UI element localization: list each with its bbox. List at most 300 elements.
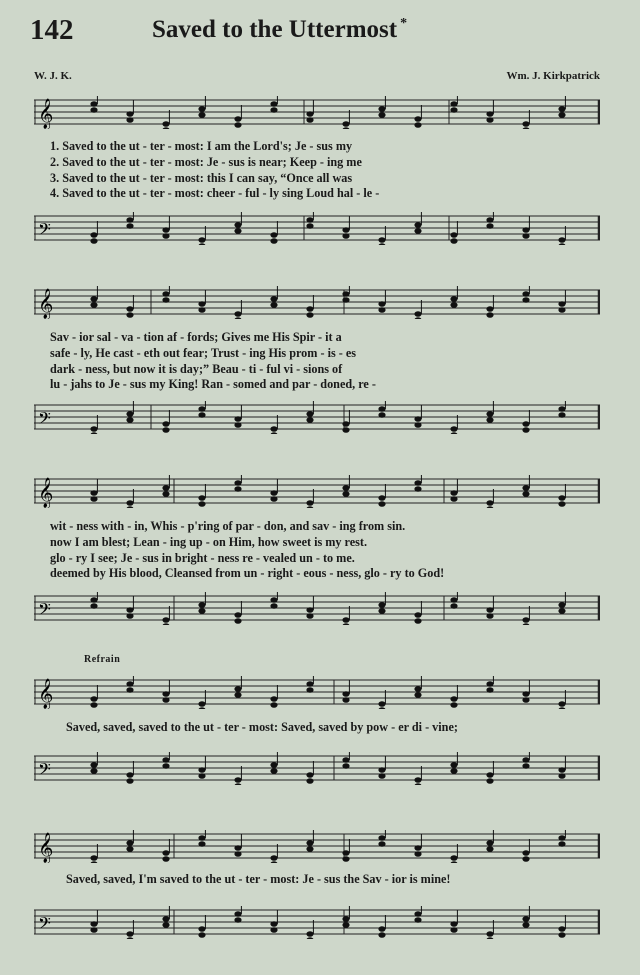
note-head [90, 762, 97, 768]
note-head [198, 307, 205, 313]
note-head [234, 692, 241, 698]
note-head [270, 597, 277, 603]
note-head [414, 783, 421, 785]
note-head [522, 491, 529, 497]
lyric-line: safe - ly, He cast - eth out fear; Trust - ing His prom - is - es [50, 345, 357, 360]
note-head [522, 121, 529, 127]
note-head [450, 101, 457, 107]
lyric-line: deemed by His blood, Cleansed from un - right - eous - ness, glo - ry to God! [50, 566, 445, 581]
note-head [378, 926, 385, 932]
note-head [126, 312, 133, 318]
note-head [234, 122, 241, 128]
note-head [162, 916, 169, 922]
note-head [342, 491, 349, 497]
note-head [198, 841, 205, 847]
note-head [90, 232, 97, 238]
note-head [414, 911, 421, 917]
lyric-line: 2. Saved to the ut - ter - most: Je - sus is near; Keep - ing me [50, 154, 362, 169]
lyric-line: 1. Saved to the ut - ter - most: I am the Lord's; Je - sus my [50, 139, 353, 153]
lyrics-system-3 [50, 519, 600, 582]
note-head [342, 856, 349, 862]
note-head [306, 840, 313, 846]
note-head [162, 427, 169, 433]
note-head [342, 233, 349, 239]
note-head [342, 850, 349, 856]
note-head [450, 597, 457, 603]
lyrics-system-1 [50, 139, 600, 202]
note-head [486, 931, 493, 937]
note-head [234, 416, 241, 422]
lyric-line: Sav - ior sal - va - tion af - fords; Gives me His Spir - it a [50, 330, 342, 344]
note-head [270, 921, 277, 927]
note-head [558, 501, 565, 507]
note-head [486, 500, 493, 506]
treble-staff [34, 475, 600, 508]
note-head [558, 701, 565, 707]
bass-staff [34, 401, 600, 434]
note-head [522, 850, 529, 856]
note-head [198, 926, 205, 932]
note-head [342, 291, 349, 297]
note-head [558, 608, 565, 614]
bass-staff [34, 592, 600, 625]
treble-staff [34, 676, 600, 709]
note-head [270, 426, 277, 432]
note-head [522, 757, 529, 763]
note-head [198, 495, 205, 501]
note-head [522, 291, 529, 297]
note-head [126, 506, 133, 508]
note-head [126, 840, 133, 846]
note-head [234, 686, 241, 692]
note-head [270, 296, 277, 302]
treble-clef-icon: 𝄞 [38, 833, 54, 863]
note-head [162, 850, 169, 856]
note-head [90, 855, 97, 861]
bass-clef-icon: 𝄢 [38, 219, 51, 243]
note-head [306, 500, 313, 506]
treble-clef-icon: 𝄞 [38, 478, 54, 508]
note-head [306, 312, 313, 318]
note-head [450, 768, 457, 774]
note-head [522, 922, 529, 928]
note-head [342, 691, 349, 697]
note-head [126, 937, 133, 939]
note-head [270, 762, 277, 768]
note-head [234, 777, 241, 783]
note-head [414, 311, 421, 317]
note-head [486, 778, 493, 784]
note-head [450, 603, 457, 609]
note-head [126, 772, 133, 778]
note-head [486, 117, 493, 123]
note-head [306, 846, 313, 852]
note-head [450, 861, 457, 863]
note-head [90, 426, 97, 432]
note-head [558, 841, 565, 847]
note-head [126, 681, 133, 687]
note-head [450, 232, 457, 238]
note-head [486, 111, 493, 117]
note-head [450, 426, 457, 432]
music-credit: Wm. J. Kirkpatrick [506, 70, 600, 82]
note-head [522, 856, 529, 862]
note-head [522, 227, 529, 233]
treble-staff [34, 830, 600, 863]
note-head [558, 707, 565, 709]
note-head [378, 932, 385, 938]
note-head [558, 767, 565, 773]
note-head [486, 681, 493, 687]
note-head [342, 297, 349, 303]
note-head [234, 228, 241, 234]
note-head [306, 411, 313, 417]
note-head [486, 223, 493, 229]
note-head [126, 613, 133, 619]
note-head [162, 922, 169, 928]
note-head [378, 237, 385, 243]
note-head [162, 485, 169, 491]
note-head [198, 112, 205, 118]
note-head [306, 937, 313, 939]
note-head [306, 772, 313, 778]
note-head [486, 417, 493, 423]
note-head [162, 291, 169, 297]
note-head [342, 922, 349, 928]
note-head [378, 412, 385, 418]
note-head [378, 106, 385, 112]
note-head [162, 121, 169, 127]
note-head [342, 617, 349, 623]
note-head [162, 691, 169, 697]
note-head [522, 623, 529, 625]
note-head [234, 783, 241, 785]
note-head [198, 243, 205, 245]
note-head [162, 617, 169, 623]
note-head [378, 495, 385, 501]
note-head [270, 302, 277, 308]
note-head [162, 491, 169, 497]
bass-clef-icon: 𝄢 [38, 913, 51, 937]
note-head [414, 317, 421, 319]
note-head [450, 296, 457, 302]
note-head [90, 238, 97, 244]
note-head [558, 307, 565, 313]
note-head [306, 306, 313, 312]
lyric-line: now I am blest; Lean - ing up - on Him, how sweet is my rest. [50, 534, 367, 549]
note-head [270, 696, 277, 702]
note-head [486, 217, 493, 223]
note-head [90, 927, 97, 933]
bass-clef-icon: 𝄢 [38, 759, 51, 783]
treble-staff [34, 96, 600, 129]
note-head [90, 107, 97, 113]
note-head [414, 618, 421, 624]
note-head [342, 421, 349, 427]
lyric-line: Saved, saved, saved to the ut - ter - most: Saved, saved by pow - er di - vine; [66, 720, 458, 734]
note-head [486, 687, 493, 693]
note-head [450, 496, 457, 502]
note-head [522, 916, 529, 922]
note-head [414, 692, 421, 698]
note-head [234, 486, 241, 492]
note-head [306, 506, 313, 508]
note-head [126, 117, 133, 123]
note-head [522, 421, 529, 427]
lyrics-system-2 [50, 330, 600, 393]
note-head [198, 301, 205, 307]
note-head [450, 432, 457, 434]
note-head [378, 835, 385, 841]
treble-clef-icon: 𝄞 [38, 289, 54, 319]
note-head [378, 501, 385, 507]
note-head [90, 921, 97, 927]
note-head [126, 687, 133, 693]
note-head [486, 772, 493, 778]
note-head [162, 227, 169, 233]
note-head [162, 233, 169, 239]
note-head [90, 490, 97, 496]
note-head [270, 927, 277, 933]
note-head [198, 835, 205, 841]
note-head [414, 486, 421, 492]
note-head [378, 406, 385, 412]
note-head [306, 607, 313, 613]
note-head [558, 406, 565, 412]
treble-clef-icon: 𝄞 [38, 679, 54, 709]
note-head [306, 117, 313, 123]
note-head [126, 500, 133, 506]
note-head [162, 623, 169, 625]
note-head [198, 237, 205, 243]
note-head [90, 432, 97, 434]
note-head [558, 835, 565, 841]
note-head [306, 687, 313, 693]
note-head [450, 302, 457, 308]
note-head [270, 107, 277, 113]
note-head [414, 851, 421, 857]
note-head [234, 618, 241, 624]
note-head [558, 112, 565, 118]
note-head [306, 417, 313, 423]
note-head [378, 773, 385, 779]
note-head [234, 917, 241, 923]
note-head [162, 757, 169, 763]
refrain-label: Refrain [84, 654, 121, 665]
note-head [378, 608, 385, 614]
note-head [342, 427, 349, 433]
note-head [522, 697, 529, 703]
note-head [378, 301, 385, 307]
lyric-line: wit - ness with - in, Whis - p'ring of par - don, and sav - ing from sin. [50, 519, 406, 533]
note-head [522, 617, 529, 623]
note-head [90, 302, 97, 308]
note-head [522, 297, 529, 303]
note-head [486, 306, 493, 312]
note-head [558, 602, 565, 608]
note-head [234, 851, 241, 857]
note-head [198, 701, 205, 707]
note-head [198, 767, 205, 773]
note-head [162, 127, 169, 129]
note-head [306, 111, 313, 117]
note-head [414, 122, 421, 128]
note-head [126, 223, 133, 229]
note-head [450, 921, 457, 927]
note-head [414, 777, 421, 783]
note-head [450, 702, 457, 708]
note-head [162, 421, 169, 427]
note-head [558, 412, 565, 418]
note-head [306, 223, 313, 229]
lyric-line: 4. Saved to the ut - ter - most: cheer - ful - ly sing Loud hal - le - [50, 186, 380, 201]
note-head [558, 237, 565, 243]
note-head [162, 297, 169, 303]
note-head [486, 937, 493, 939]
note-head [126, 778, 133, 784]
note-head [126, 417, 133, 423]
note-head [378, 701, 385, 707]
note-head [378, 707, 385, 709]
words-credit: W. J. K. [34, 70, 72, 82]
note-head [126, 111, 133, 117]
note-head [522, 427, 529, 433]
note-head [90, 696, 97, 702]
note-head [234, 311, 241, 317]
note-head [342, 916, 349, 922]
note-head [90, 597, 97, 603]
note-head [486, 607, 493, 613]
note-head [414, 222, 421, 228]
note-head [90, 296, 97, 302]
lyric-line: lu - jahs to Je - sus my King! Ran - somed and par - doned, re - [50, 377, 376, 392]
note-head [342, 697, 349, 703]
note-head [414, 845, 421, 851]
note-head [306, 217, 313, 223]
note-head [414, 416, 421, 422]
note-head [234, 116, 241, 122]
note-head [486, 506, 493, 508]
note-head [198, 602, 205, 608]
note-head [414, 480, 421, 486]
bass-staff [34, 212, 600, 245]
note-head [234, 422, 241, 428]
note-head [342, 121, 349, 127]
note-head [486, 411, 493, 417]
hymn-number: 142 [30, 14, 74, 46]
note-head [342, 757, 349, 763]
note-head [198, 932, 205, 938]
note-head [126, 607, 133, 613]
note-head [414, 612, 421, 618]
note-head [234, 911, 241, 917]
lyric-line: 3. Saved to the ut - ter - most: this I can say, “Once all was [50, 170, 353, 185]
bass-staff [34, 906, 600, 939]
note-head [414, 228, 421, 234]
note-head [522, 233, 529, 239]
note-head [486, 846, 493, 852]
bass-clef-icon: 𝄢 [38, 408, 51, 432]
note-head [522, 691, 529, 697]
note-head [558, 495, 565, 501]
note-head [90, 603, 97, 609]
note-head [522, 485, 529, 491]
lyric-line: dark - ness, but now it is day;” Beau - ti - ful vi - sions of [50, 361, 343, 376]
note-head [342, 623, 349, 625]
note-head [198, 412, 205, 418]
note-head [486, 312, 493, 318]
note-head [450, 855, 457, 861]
note-head [126, 846, 133, 852]
lyric-line: glo - ry I see; Je - sus in bright - ness re - vealed un - to me. [50, 550, 355, 565]
note-head [522, 763, 529, 769]
lyric-line: Saved, saved, I'm saved to the ut - ter - most: Je - sus the Sav - ior is mine! [66, 872, 451, 886]
note-head [378, 841, 385, 847]
note-head [90, 861, 97, 863]
note-head [342, 485, 349, 491]
note-head [378, 112, 385, 118]
note-head [126, 217, 133, 223]
note-head [270, 490, 277, 496]
note-head [90, 702, 97, 708]
note-head [270, 702, 277, 708]
note-head [414, 422, 421, 428]
note-head [270, 603, 277, 609]
note-head [378, 602, 385, 608]
note-head [450, 696, 457, 702]
note-head [450, 490, 457, 496]
note-head [198, 608, 205, 614]
note-head [414, 116, 421, 122]
note-head [558, 926, 565, 932]
note-head [90, 496, 97, 502]
note-head [414, 917, 421, 923]
note-head [306, 931, 313, 937]
note-head [198, 773, 205, 779]
note-head [558, 106, 565, 112]
bass-staff [34, 752, 600, 785]
note-head [198, 707, 205, 709]
bass-clef-icon: 𝄢 [38, 599, 51, 623]
note-head [450, 762, 457, 768]
note-head [558, 243, 565, 245]
note-head [270, 496, 277, 502]
note-head [486, 613, 493, 619]
note-head [306, 613, 313, 619]
note-head [198, 501, 205, 507]
note-head [558, 773, 565, 779]
note-head [414, 686, 421, 692]
note-head [450, 107, 457, 113]
note-head [234, 845, 241, 851]
note-head [198, 406, 205, 412]
note-head [270, 432, 277, 434]
note-head [162, 697, 169, 703]
note-head [126, 411, 133, 417]
hymn-title: Saved to the Uttermost * [152, 16, 408, 43]
note-head [486, 840, 493, 846]
note-head [342, 763, 349, 769]
note-head [270, 238, 277, 244]
note-head [378, 767, 385, 773]
note-head [162, 856, 169, 862]
note-head [234, 480, 241, 486]
note-head [342, 127, 349, 129]
treble-staff [34, 286, 600, 319]
note-head [378, 243, 385, 245]
note-head [198, 106, 205, 112]
note-head [126, 306, 133, 312]
